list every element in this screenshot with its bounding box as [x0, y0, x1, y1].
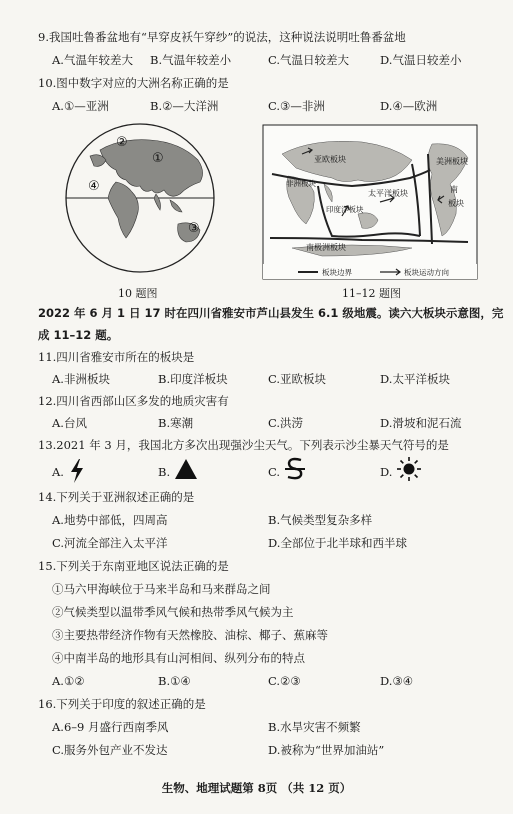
question-9-option-b[interactable]: B.气温年较差小 — [150, 53, 232, 67]
question-15-option-b[interactable]: B.①④ — [158, 674, 191, 688]
globe-label-2: ② — [116, 135, 128, 150]
question-12-option-d[interactable]: D.滑坡和泥石流 — [380, 416, 462, 430]
plate-label-african: 非洲板块 — [286, 179, 316, 188]
plate-label-indian: 印度洋板块 — [326, 205, 364, 214]
question-16-option-d[interactable]: D.被称为“世界加油站” — [268, 743, 385, 757]
question-14-option-d[interactable]: D.全部位于北半球和西半球 — [268, 536, 407, 550]
plate-label-plate: 板块 — [448, 199, 464, 208]
question-15-option-a[interactable]: A.①② — [52, 674, 85, 688]
question-16-option-a[interactable]: A.6–9 月盛行西南季风 — [52, 720, 169, 734]
question-12-option-c[interactable]: C.洪涝 — [268, 416, 304, 430]
question-15-option-d[interactable]: D.③④ — [380, 674, 414, 688]
sun-icon — [396, 456, 422, 482]
question-13-option-c[interactable]: C. — [268, 465, 281, 479]
question-16-stem: 16.下列关于印度的叙述正确的是 — [38, 697, 206, 711]
sandstorm-icon — [284, 456, 306, 482]
question-11-option-a[interactable]: A.非洲板块 — [52, 372, 110, 386]
question-12-option-b[interactable]: B.寒潮 — [158, 416, 194, 430]
page-footer: 生物、地理试题第 8页 （共 12 页） — [161, 781, 352, 795]
question-14-option-b[interactable]: B.气候类型复杂多样 — [268, 513, 373, 527]
triangle-icon — [174, 458, 198, 480]
question-12-stem: 12.四川省西部山区多发的地质灾害有 — [38, 394, 229, 408]
question-11-option-b[interactable]: B.印度洋板块 — [158, 372, 228, 386]
question-10-option-c[interactable]: C.③—非洲 — [268, 99, 325, 113]
legend-boundary-label: 板块边界 — [322, 268, 352, 277]
question-9-option-d[interactable]: D.气温日较差小 — [380, 53, 462, 67]
globe-figure — [60, 120, 220, 276]
question-11-stem: 11.四川省雅安市所在的板块是 — [38, 350, 195, 364]
question-11-option-d[interactable]: D.太平洋板块 — [380, 372, 450, 386]
question-16-option-c[interactable]: C.服务外包产业不发达 — [52, 743, 168, 757]
intro-line-1: 2022 年 6 月 1 日 17 时在四川省雅安市芦山县发生 6.1 级地震。读六大板块示意图，完 — [38, 306, 504, 320]
question-9-stem: 9.我国吐鲁番盆地有“早穿皮袄午穿纱”的说法，这种说法说明吐鲁番盆地 — [38, 30, 406, 44]
question-13-stem: 13.2021 年 3 月，我国北方多次出现强沙尘天气。下列表示沙尘暴天气符号的是 — [38, 438, 449, 452]
globe-caption: 10 题图 — [118, 287, 158, 300]
plate-label-pacific: 太平洋板块 — [368, 189, 408, 198]
question-10-option-d[interactable]: D.④—欧洲 — [380, 99, 438, 113]
question-15-option-c[interactable]: C.②③ — [268, 674, 301, 688]
question-10-option-a[interactable]: A.①—亚洲 — [52, 99, 109, 113]
question-14-stem: 14.下列关于亚洲叙述正确的是 — [38, 490, 195, 504]
plate-label-american: 美洲板块 — [436, 157, 468, 166]
lightning-icon — [68, 458, 86, 484]
question-13-option-d[interactable]: D. — [380, 465, 393, 479]
globe-label-4: ④ — [88, 179, 100, 194]
question-15-stem: 15.下列关于东南亚地区说法正确的是 — [38, 559, 229, 573]
question-12-option-a[interactable]: A.台风 — [52, 416, 87, 430]
question-13-option-a[interactable]: A. — [52, 465, 64, 479]
plate-label-south: 南 — [450, 185, 458, 194]
question-9-option-a[interactable]: A.气温年较差大 — [52, 53, 133, 67]
question-15-statement-1: ①马六甲海峡位于马来半岛和马来群岛之间 — [52, 582, 271, 596]
globe-label-3: ③ — [188, 221, 200, 236]
question-16-option-b[interactable]: B.水旱灾害不频繁 — [268, 720, 361, 734]
question-9-option-c[interactable]: C.气温日较差大 — [268, 53, 350, 67]
question-10-option-b[interactable]: B.②—大洋洲 — [150, 99, 219, 113]
question-14-option-a[interactable]: A.地势中部低，四周高 — [52, 513, 168, 527]
intro-line-2: 成 11–12 题。 — [38, 328, 119, 342]
question-10-stem: 10.图中数字对应的大洲名称正确的是 — [38, 76, 229, 90]
question-15-statement-3: ③主要热带经济作物有天然橡胶、油棕、椰子、蕉麻等 — [52, 628, 328, 642]
legend-motion-label: 板块运动方向 — [404, 268, 449, 277]
question-11-option-c[interactable]: C.亚欧板块 — [268, 372, 327, 386]
question-15-statement-2: ②气候类型以温带季风气候和热带季风气候为主 — [52, 605, 294, 619]
plate-label-antarctic: 南极洲板块 — [306, 243, 346, 252]
plates-figure — [262, 124, 478, 280]
plate-label-eurasian: 亚欧板块 — [314, 155, 346, 164]
globe-label-1: ① — [152, 151, 164, 166]
question-13-option-b[interactable]: B. — [158, 465, 171, 479]
plates-caption: 11–12 题图 — [342, 287, 401, 300]
question-15-statement-4: ④中南半岛的地形具有山河相间、纵列分布的特点 — [52, 651, 305, 665]
question-14-option-c[interactable]: C.河流全部注入太平洋 — [52, 536, 168, 550]
